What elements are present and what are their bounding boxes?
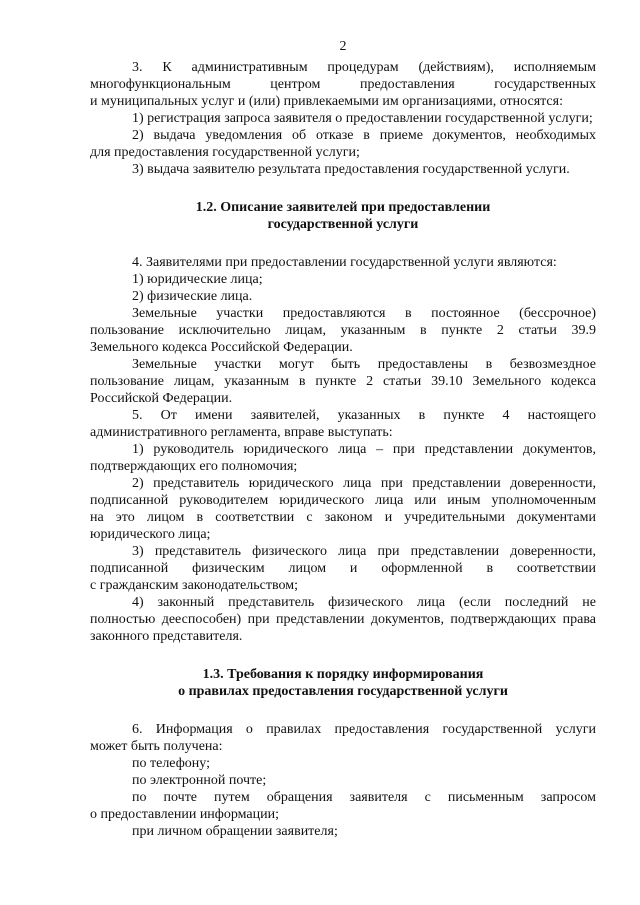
p4-item-2: 2) физические лица. bbox=[132, 289, 253, 304]
p6-item-4: при личном обращении заявителя; bbox=[132, 824, 338, 839]
land-para-1-line-1: Земельные участки предоставляются в постоянное (бессрочное) bbox=[132, 306, 596, 321]
para-3-line-1: 3. К административным процедурам (действиям), исполняемым bbox=[132, 60, 596, 75]
p4-item-1: 1) юридические лица; bbox=[132, 272, 263, 287]
p5-item-4-line-3: законного представителя. bbox=[90, 629, 243, 644]
p5-item-4-line-1: 4) законный представитель физического лица (если последний не bbox=[132, 595, 596, 610]
p3-item-2-line-1: 2) выдача уведомления об отказе в приеме документов, необходимых bbox=[132, 128, 596, 143]
land-para-2-line-3: Российской Федерации. bbox=[90, 391, 233, 406]
section-heading-1-2-line-2: государственной услуги bbox=[267, 217, 419, 232]
land-para-2-line-1: Земельные участки могут быть предоставлены в безвозмездное bbox=[132, 357, 596, 372]
p6-item-3-line-1: по почте путем обращения заявителя с письменным запросом bbox=[132, 790, 596, 805]
page-number: 2 bbox=[339, 39, 347, 54]
p3-item-1: 1) регистрация запроса заявителя о предоставлении государственной услуги; bbox=[132, 111, 593, 126]
p5-item-1-line-2: подтверждающих его полномочия; bbox=[90, 459, 298, 474]
p5-item-2-line-4: юридического лица; bbox=[90, 527, 211, 542]
land-para-1-line-3: Земельного кодекса Российской Федерации. bbox=[90, 340, 353, 355]
p3-item-2-line-2: для предоставления государственной услуги; bbox=[90, 145, 360, 160]
p6-item-3-line-2: о предоставлении информации; bbox=[90, 807, 279, 822]
p5-item-4-line-2: полностью дееспособен) при представлении документов, подтверждающих права bbox=[90, 612, 596, 627]
p6-item-1: по телефону; bbox=[132, 756, 210, 771]
section-heading-1-3-line-1: 1.3. Требования к порядку информирования bbox=[202, 667, 484, 682]
section-heading-1-3-line-2: о правилах предоставления государственной услуги bbox=[178, 684, 508, 699]
p5-item-1-line-1: 1) руководитель юридического лица – при представлении документов, bbox=[132, 442, 596, 457]
para-3-line-3: и муниципальных услуг и (или) привлекаемыми им организациями, относятся: bbox=[90, 94, 563, 109]
p3-item-3: 3) выдача заявителю результата предоставления государственной услуги. bbox=[132, 162, 570, 177]
para-5-line-1: 5. От имени заявителей, указанных в пункте 4 настоящего bbox=[132, 408, 596, 423]
land-para-1-line-2: пользование исключительно лицам, указанным в пункте 2 статьи 39.9 bbox=[90, 323, 596, 338]
p5-item-3-line-2: подписанной физическим лицом и оформленной в соответствии bbox=[90, 561, 596, 576]
para-6-line-2: может быть получена: bbox=[90, 739, 223, 754]
para-6-line-1: 6. Информация о правилах предоставления государственной услуги bbox=[132, 722, 596, 737]
p5-item-3-line-1: 3) представитель физического лица при представлении доверенности, bbox=[132, 544, 596, 559]
p6-item-2: по электронной почте; bbox=[132, 773, 267, 788]
p5-item-3-line-3: с гражданским законодательством; bbox=[90, 578, 298, 593]
para-5-line-2: административного регламента, вправе выступать: bbox=[90, 425, 393, 440]
p5-item-2-line-3: на это лицом в соответствии с законом и учредительными документами bbox=[90, 510, 596, 525]
p5-item-2-line-2: подписанной руководителем юридического лица или иным уполномоченным bbox=[90, 493, 596, 508]
para-3-line-2: многофункциональным центром предоставления государственных bbox=[90, 77, 596, 92]
para-4: 4. Заявителями при предоставлении государственной услуги являются: bbox=[132, 255, 557, 270]
p5-item-2-line-1: 2) представитель юридического лица при представлении доверенности, bbox=[132, 476, 596, 491]
land-para-2-line-2: пользование лицам, указанным в пункте 2 статьи 39.10 Земельного кодекса bbox=[90, 374, 596, 389]
document-page bbox=[90, 38, 596, 840]
section-heading-1-2-line-1: 1.2. Описание заявителей при предоставлении bbox=[195, 200, 491, 215]
